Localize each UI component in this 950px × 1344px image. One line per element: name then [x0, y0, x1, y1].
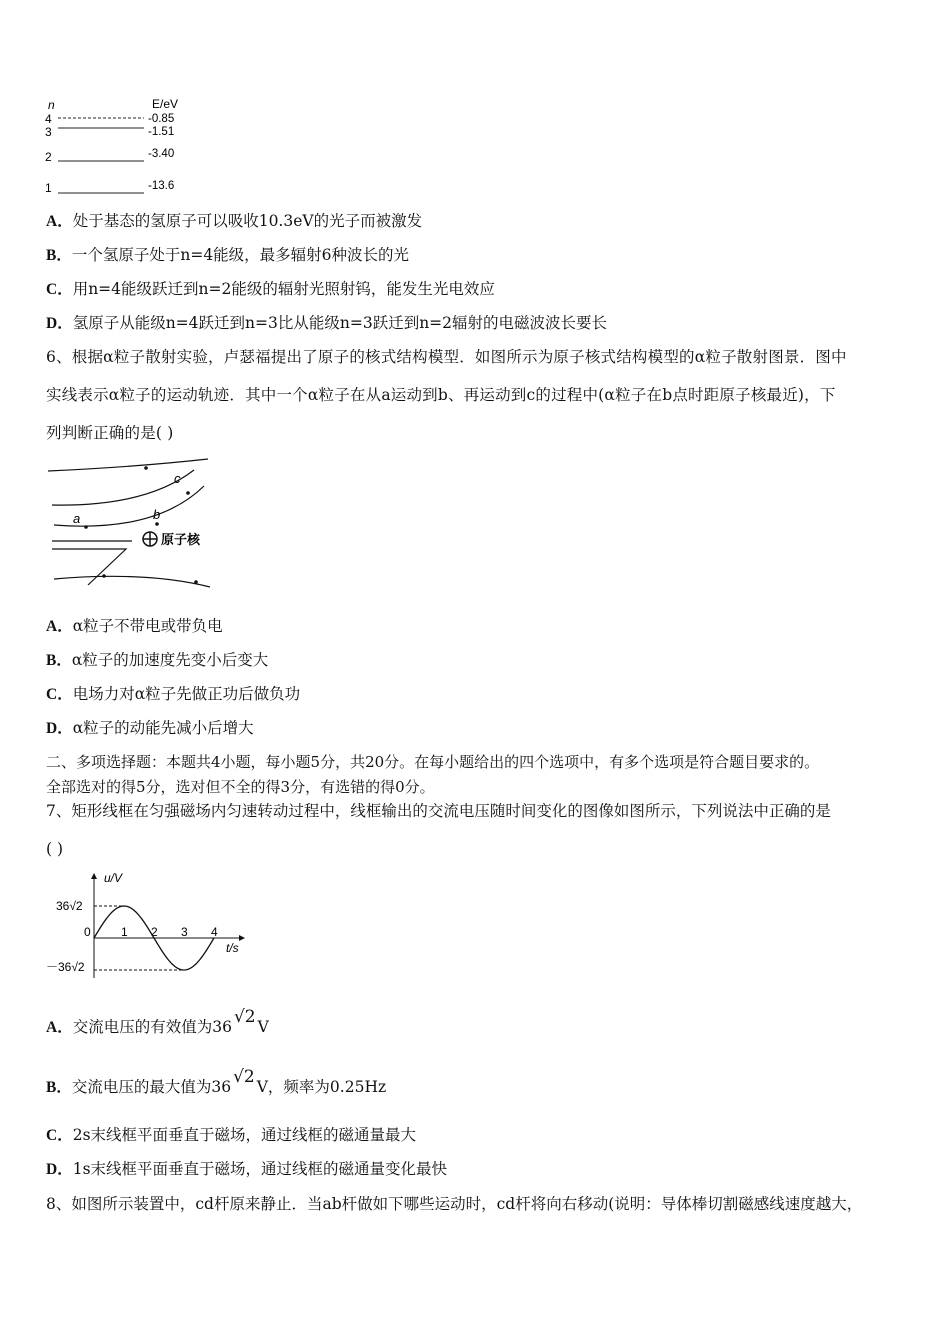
- nucleus-label: 原子核: [161, 532, 201, 547]
- x-tick-label: 0: [84, 925, 91, 939]
- level-2-n: 2: [45, 150, 52, 164]
- x-axis-label: t/s: [226, 941, 239, 955]
- q5-option-c: C．用n=4能级跃迁到n=2能级的辐射光照射钨，能发生光电效应: [46, 280, 495, 298]
- trajectory-2: [52, 470, 194, 505]
- q6-stem-line2: 实线表示α粒子的运动轨迹．其中一个α粒子在从a运动到b、再运动到c的过程中(α粒子在b点时距原子核最近)，下: [46, 386, 836, 404]
- energy-level-diagram: [40, 96, 200, 200]
- y-tick-pos-label: 36√2: [56, 899, 83, 913]
- q7-stem-line1: 7、矩形线框在匀强磁场内匀速转动过程中，线框输出的交流电压随时间变化的图像如图所示，下列说法中正确的是: [46, 802, 831, 820]
- q6-option-a: A．α粒子不带电或带负电: [46, 617, 223, 635]
- q7-option-c: C．2s末线框平面垂直于磁场，通过线框的磁通量最大: [46, 1126, 417, 1144]
- q7-option-d: D．1s末线框平面垂直于磁场，通过线框的磁通量变化最快: [46, 1160, 448, 1178]
- x-tick-label: 3: [181, 925, 188, 939]
- level-1-n: 1: [45, 181, 52, 195]
- x-tick-label: 4: [211, 925, 218, 939]
- y-axis-label: u/V: [104, 871, 123, 885]
- point-b-label: b: [153, 507, 161, 522]
- trajectory-6-dot-2: [194, 580, 198, 584]
- point-c-dot: [186, 491, 190, 495]
- section2-header-line1: 二、多项选择题：本题共4小题，每小题5分，共20分。在每小题给出的四个选项中，有多个选项是符合题目要求的。: [46, 753, 820, 771]
- axis-n-label: n: [48, 98, 55, 112]
- trajectory-6: [54, 576, 210, 587]
- sqrt2-symbol: √2: [233, 1007, 256, 1027]
- q6-stem-line1: 6、根据α粒子散射实验，卢瑟福提出了原子的核式结构模型．如图所示为原子核式结构模型的α粒子散射图景．图中: [46, 348, 847, 366]
- q6-stem-line3: 列判断正确的是( ): [46, 424, 174, 442]
- q7-option-b: B．交流电压的最大值为36 √2 V，频率为0.25Hz: [46, 1067, 387, 1096]
- level-1-energy: -13.6: [148, 180, 175, 192]
- level-4-n: 4: [45, 112, 52, 126]
- q8-stem-line1: 8、如图所示装置中，cd杆原来静止．当ab杆做如下哪些运动时，cd杆将向右移动(说明：导体棒切割磁感线速度越大，: [46, 1195, 863, 1213]
- q6-option-b: B．α粒子的加速度先变小后变大: [46, 651, 269, 669]
- section2-header-line2: 全部选对的得5分，选对但不全的得3分，有选错的得0分。: [46, 778, 435, 796]
- level-2-energy: -3.40: [148, 148, 175, 160]
- point-a-dot: [84, 525, 88, 529]
- q6-option-d: D．α粒子的动能先减小后增大: [46, 719, 254, 737]
- trajectory-1: [48, 459, 208, 471]
- alpha-scattering-figure: [46, 455, 226, 595]
- y-tick-neg-label: －36√2: [46, 960, 85, 974]
- axis-e-label: E/eV: [152, 97, 179, 111]
- point-b-dot: [155, 522, 159, 526]
- q6-option-c: C．电场力对α粒子先做正功后做负功: [46, 685, 301, 703]
- q7-stem-line2: ( ): [46, 840, 64, 858]
- x-tick-label: 2: [151, 925, 158, 939]
- q7-option-a: A．交流电压的有效值为36 √2 V: [46, 1007, 269, 1036]
- level-4-energy: -0.85: [148, 113, 175, 125]
- q5-option-b: B．一个氢原子处于n=4能级，最多辐射6种波长的光: [46, 246, 410, 264]
- trajectory-6-dot-1: [102, 574, 106, 578]
- x-tick-label: 1: [121, 925, 128, 939]
- point-a-label: a: [73, 511, 81, 526]
- q7-voltage-chart: [44, 866, 254, 982]
- point-c-label: c: [174, 471, 181, 486]
- sqrt2-symbol: √2: [233, 1067, 255, 1087]
- q5-option-d: D．氢原子从能级n=4跃迁到n=3比从能级n=3跃迁到n=2辐射的电磁波波长要长: [46, 314, 608, 332]
- level-3-n: 3: [45, 125, 52, 139]
- level-3-energy: -1.51: [148, 126, 175, 138]
- trajectory-1-dot: [144, 466, 148, 470]
- trajectory-5: [52, 549, 126, 585]
- q5-option-a: A．处于基态的氢原子可以吸收10.3eV的光子而被激发: [46, 212, 423, 230]
